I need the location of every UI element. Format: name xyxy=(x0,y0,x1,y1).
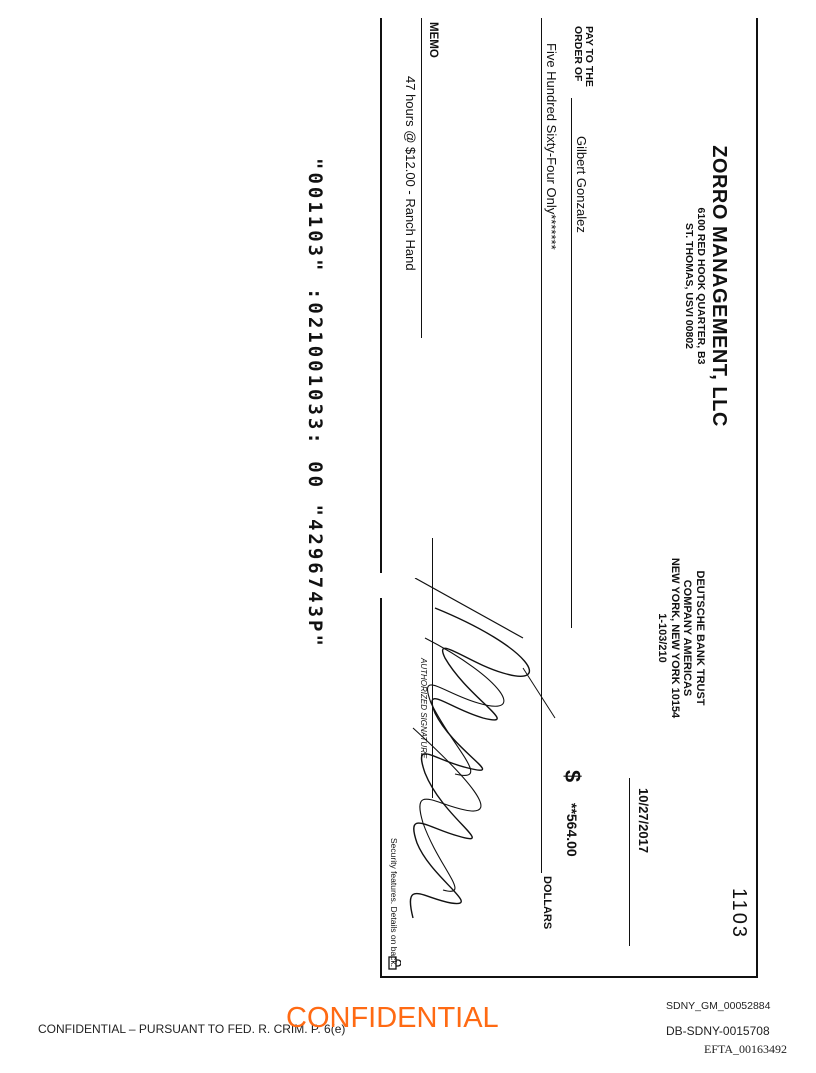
check-number: 1103 xyxy=(728,888,750,940)
company-address-line-2: ST. THOMAS, USVI 00802 xyxy=(683,222,695,350)
check-date: 10/27/2017 xyxy=(636,788,651,854)
bank-block xyxy=(656,538,706,738)
check-bottom-border-right xyxy=(380,598,382,978)
memo-underline xyxy=(421,18,422,338)
payee-name: Gilbert Gonzalez xyxy=(574,136,589,233)
micr-line: "001103" :021001033: 00 "4296743P" xyxy=(304,158,326,649)
check-right-border xyxy=(380,976,758,978)
check-top-border xyxy=(756,18,758,978)
routing-fraction: 1-103/210 xyxy=(656,613,669,663)
check xyxy=(304,18,758,978)
pay-to-label xyxy=(572,26,594,87)
amount-numeric: **564.00 xyxy=(564,803,580,857)
signature-label: AUTHORIZED SIGNATURE xyxy=(419,658,428,759)
dollar-sign: $ xyxy=(560,770,585,783)
signature-scribble xyxy=(398,578,563,938)
memo-text: 47 hours @ $12.00 - Ranch Hand xyxy=(403,76,418,271)
bank-name-line-2: COMPANY AMERICAS xyxy=(681,579,694,697)
pay-to-label-line-2: ORDER OF xyxy=(572,26,584,82)
security-features-text: Security features. Details on back. xyxy=(389,838,399,967)
memo-label: MEMO xyxy=(427,22,439,58)
bates-sdny-gm: SDNY_GM_00052884 xyxy=(666,1000,771,1012)
amount-in-words: Five Hundred Sixty-Four Only******* xyxy=(544,43,559,250)
company-block xyxy=(683,136,730,436)
date-underline xyxy=(629,778,630,946)
bates-efta: EFTA_00163492 xyxy=(704,1042,788,1056)
check-bottom-border xyxy=(380,18,382,573)
company-address-line-1: 6100 RED HOOK QUARTER, B3 xyxy=(695,207,707,365)
bank-name-line-1: DEUTSCHE BANK TRUST xyxy=(694,570,706,706)
dollars-label: DOLLARS xyxy=(541,876,553,930)
payee-underline xyxy=(571,98,572,628)
confidential-notice: CONFIDENTIAL – PURSUANT TO FED. R. CRIM. P. 6(e) xyxy=(38,1022,346,1036)
pay-to-label-line-1: PAY TO THE xyxy=(583,26,595,87)
bank-address: NEW YORK, NEW YORK 10154 xyxy=(669,557,681,719)
company-name: ZORRO MANAGEMENT, LLC xyxy=(708,145,730,427)
bates-db: DB-SDNY-0015708 xyxy=(666,1024,770,1038)
confidential-stamp: CONFIDENTIAL xyxy=(286,1002,499,1034)
